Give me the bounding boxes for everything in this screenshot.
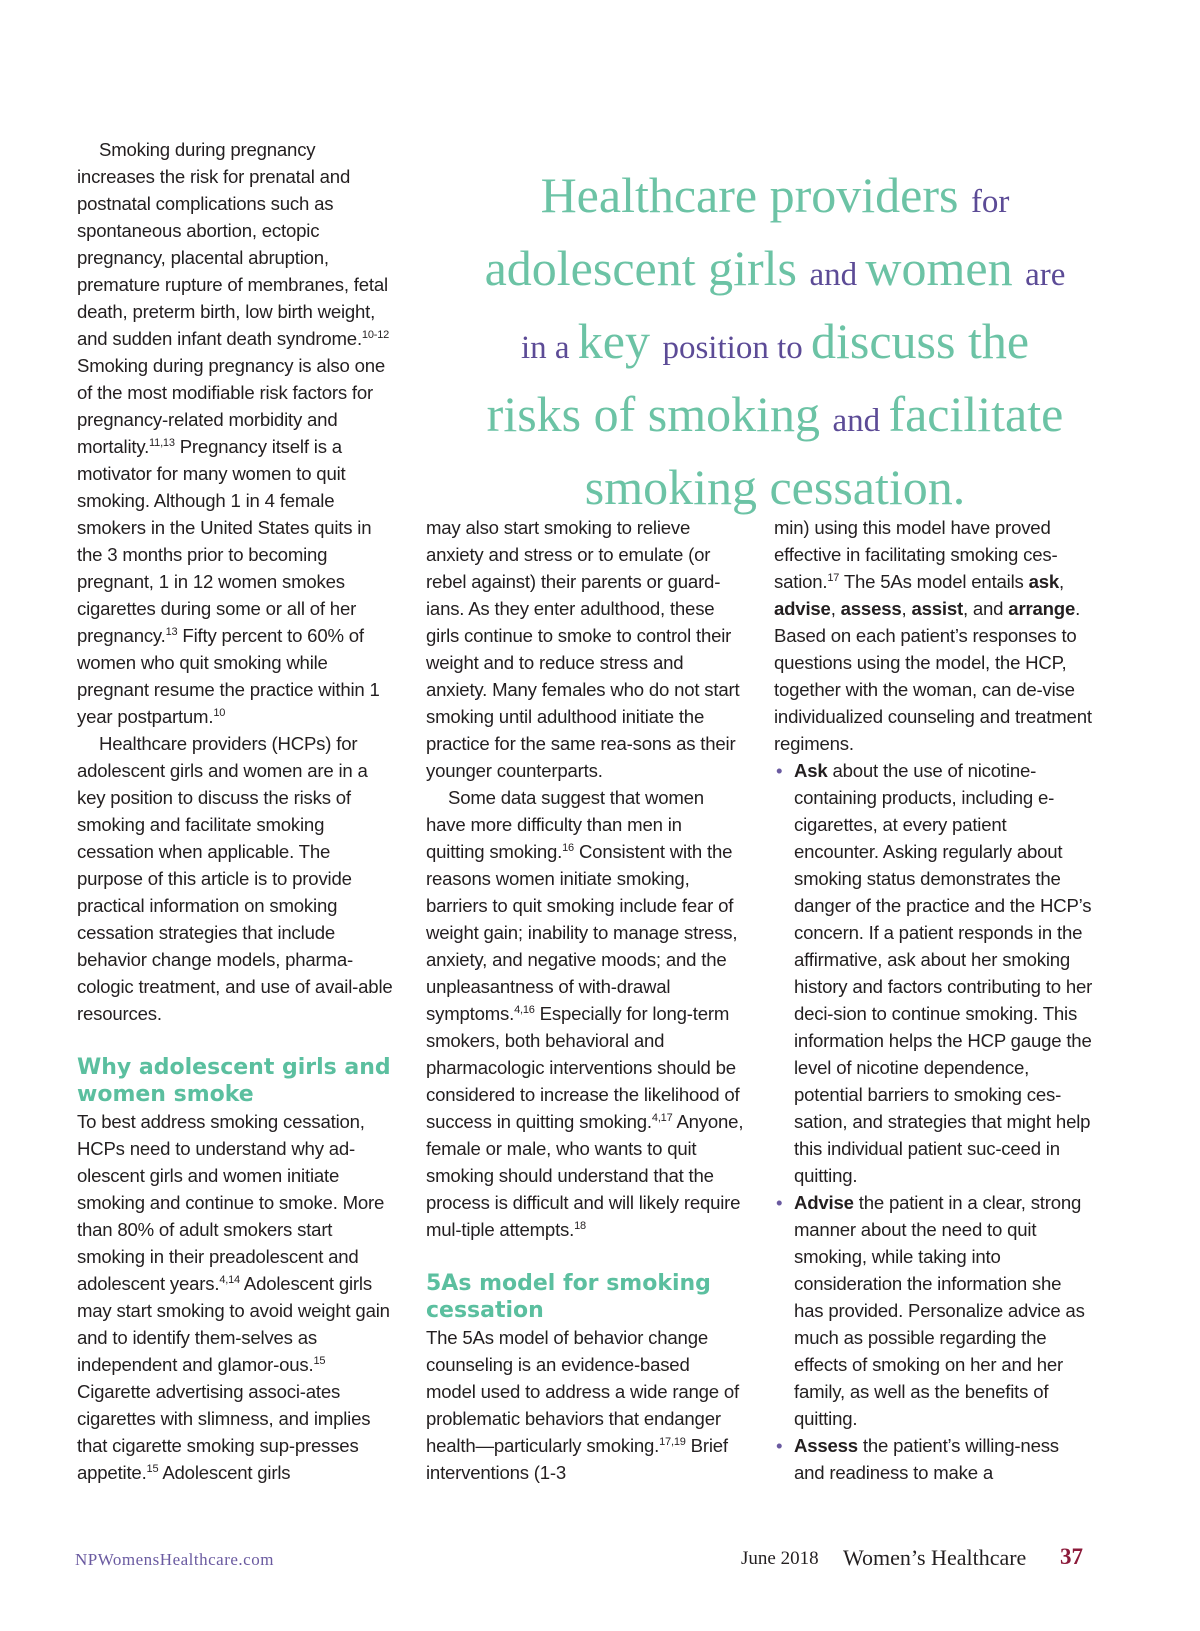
footer-website-link[interactable]: NPWomensHealthcare.com (75, 1550, 274, 1569)
pull-quote-emphasis: risks of smoking (486, 386, 833, 442)
citation-superscript: 16 (562, 842, 574, 854)
text-run: Adolescent girls (158, 1462, 291, 1483)
bullet-list (774, 757, 1094, 1486)
pull-quote-line (450, 238, 1100, 311)
text-run: Smoking during pregnancy is also one of the most modifiable risk factors for pregnancy-related morbidity and mortality. (77, 355, 386, 457)
bullet-icon: • (776, 760, 783, 781)
paragraph (77, 136, 395, 730)
text-run: Anyone, female or male, who wants to quit smoking should understand that the process is difficult and will likely require mul-tiple attempts. (426, 1111, 744, 1240)
pull-quote-connector: for (970, 184, 1010, 220)
text-run: Cigarette advertising associ-ates cigarettes with slimness, and implies that cigarette smoking sup-presses appetite. (77, 1381, 371, 1483)
text-run: Consistent with the reasons women initiate smoking, barriers to quit smoking include fear of weight gain; inability to manage stress, anxiety, and negative moods; and the unpleasantness of with-drawal symptoms. (426, 841, 738, 1024)
pull-quote (450, 165, 1100, 530)
bold-term: assess (840, 598, 902, 619)
citation-superscript: 17,19 (659, 1436, 686, 1448)
text-run: Pregnancy itself is a motivator for many women to quit smoking. Although 1 in 4 female smokers in the United States quits in the 3 months prior to becoming pregnant, 1 in 12 women smokes cigarettes during some or all of her pregnancy. (77, 436, 372, 646)
pull-quote-line (450, 165, 1100, 238)
section-heading: Why adolescent girls and women smoke (77, 1055, 391, 1107)
paragraph (77, 730, 395, 1027)
text-run: , (901, 598, 912, 619)
pull-quote-emphasis: adolescent girls (484, 240, 810, 296)
text-run: The 5As model of behavior change counseling is an evidence-based model used to address a wide range of problematic behaviors that endanger health—particularly smoking. (426, 1327, 740, 1456)
text-run: Smoking during pregnancy increases the risk for prenatal and postnatal complications such as spontaneous abortion, ectopic pregnancy, placental abruption, premature rupture of membranes, fetal death, preterm birth, low birth weight, and sudden infant death syndrome. (77, 139, 388, 349)
bullet-text (794, 1192, 1085, 1429)
text-run: , and (962, 598, 1009, 619)
column-2 (426, 514, 744, 1486)
citation-superscript: 18 (574, 1220, 586, 1232)
paragraph (426, 784, 744, 1243)
citation-superscript: 10-12 (361, 329, 390, 341)
pull-quote-emphasis: women (865, 240, 1026, 296)
paragraph (426, 1324, 744, 1486)
pull-quote-emphasis: facilitate (888, 386, 1064, 442)
text-run: Brief interventions (1-3 (426, 1435, 728, 1483)
footer-issue-date: June 2018 (741, 1548, 819, 1569)
bullet-item (774, 757, 1094, 1189)
pull-quote-connector: in a (520, 330, 578, 366)
bold-term: arrange (1008, 598, 1076, 619)
bold-term: advise (774, 598, 831, 619)
text-run: about the use of nicotine-containing products, including e-cigarettes, at every patient encounter. Asking regularly about smoking status demonstrates the danger of the practice and the HCP’s concern. If a patient responds in the affirmative, ask about her smoking history and factors contributing to her deci-sion to continue smoking. This information helps the HCP gauge the level of nicotine dependence, potential barriers to smoking ces-sation, and strategies that might help this individual patient suc-ceed in quitting. (794, 760, 1093, 1186)
bold-term: assist (911, 598, 963, 619)
text-run: min) using this model have proved effective in facilitating smoking ces-sation. (774, 517, 1058, 592)
text-run: Some data suggest that women have more difficulty than men in quitting smoking. (426, 787, 704, 862)
paragraph (774, 514, 1094, 757)
bold-term: Assess (794, 1435, 858, 1456)
text-run: To best address smoking cessation, HCPs need to understand why ad-olescent girls and women initiate smoking and continue to smoke. More than 80% of adult smokers start smoking in their preadolescent and adolescent years. (77, 1111, 385, 1294)
citation-superscript: 10 (213, 707, 226, 719)
pull-quote-emphasis: Healthcare providers (540, 167, 971, 223)
text-run: , (1059, 571, 1065, 592)
pull-quote-line (450, 311, 1100, 384)
text-run: , (830, 598, 841, 619)
section-heading: 5As model for smoking cessation (426, 1271, 711, 1323)
pull-quote-connector: are (1025, 257, 1066, 293)
pull-quote-emphasis: discuss the (811, 313, 1030, 369)
citation-superscript: 17 (827, 572, 840, 584)
pull-quote-connector: position to (662, 330, 811, 366)
paragraph (77, 1108, 395, 1486)
pull-quote-connector: and (809, 257, 866, 293)
text-run: Especially for long-term smokers, both behavioral and pharmacologic interventions should be considered to increase the likelihood of success in quitting smoking. (426, 1003, 740, 1132)
bullet-icon: • (776, 1192, 783, 1213)
text-run: Adolescent girls may start smoking to avoid weight gain and to identify them-selves as independent and glamor-ous. (77, 1273, 390, 1375)
bullet-text (794, 760, 1092, 1186)
citation-superscript: 4,16 (514, 1004, 535, 1016)
bullet-item (774, 1189, 1094, 1432)
bullet-item (774, 1432, 1094, 1486)
column-3 (774, 514, 1094, 1486)
citation-superscript: 4,14 (219, 1274, 240, 1286)
bold-term: Ask (794, 760, 828, 781)
text-run: the patient in a clear, strong manner about the need to quit smoking, while taking into consideration the information she has provided. Personalize advice as much as possible regarding the effects of smoking on her and her family, as well as the benefits of quitting. (794, 1192, 1085, 1429)
bold-term: Advise (794, 1192, 854, 1213)
text-run: Fifty percent to 60% of women who quit smoking while pregnant resume the practice within 1 year postpartum. (77, 625, 380, 727)
paragraph (426, 514, 744, 784)
text-run: . Based on each patient’s responses to questions using the model, the HCP, together with the woman, can de-vise individualized counseling and treatment regimens. (774, 598, 1092, 754)
citation-superscript: 4,17 (651, 1112, 673, 1124)
bold-term: ask (1028, 571, 1060, 592)
page-footer (0, 1540, 1200, 1580)
bullet-icon: • (776, 1435, 783, 1456)
pull-quote-emphasis: key (577, 313, 663, 369)
pull-quote-emphasis: smoking cessation. (584, 459, 966, 515)
citation-superscript: 15 (313, 1355, 326, 1367)
citation-superscript: 13 (165, 626, 178, 638)
citation-superscript: 15 (146, 1463, 159, 1475)
pull-quote-connector: and (832, 403, 889, 439)
citation-superscript: 11,13 (149, 437, 175, 449)
footer-publication-title: Women’s Healthcare (843, 1545, 1027, 1570)
text-run: the patient’s willing-ness and readiness to make a (794, 1435, 1059, 1483)
text-run: may also start smoking to relieve anxiety and stress or to emulate (or rebel against) their parents or guard-ians. As they enter adulthood, these girls continue to smoke to control their weight and to reduce stress and anxiety. Many females who do not start smoking until adulthood initiate the practice for the same rea-sons as their younger counterparts. (426, 517, 740, 781)
column-1 (77, 136, 395, 1486)
bullet-text (794, 1435, 1059, 1483)
text-run: Healthcare providers (HCPs) for adolescent girls and women are in a key position to discuss the risks of smoking and facilitate smoking cessation when applicable. The purpose of this article is to provide practical information on smoking cessation strategies that include behavior change models, pharma-cologic treatment, and use of avail-able resources. (77, 733, 393, 1024)
pull-quote-line (450, 384, 1100, 457)
page-number: 37 (1060, 1544, 1083, 1569)
text-run: The 5As model entails (839, 571, 1029, 592)
